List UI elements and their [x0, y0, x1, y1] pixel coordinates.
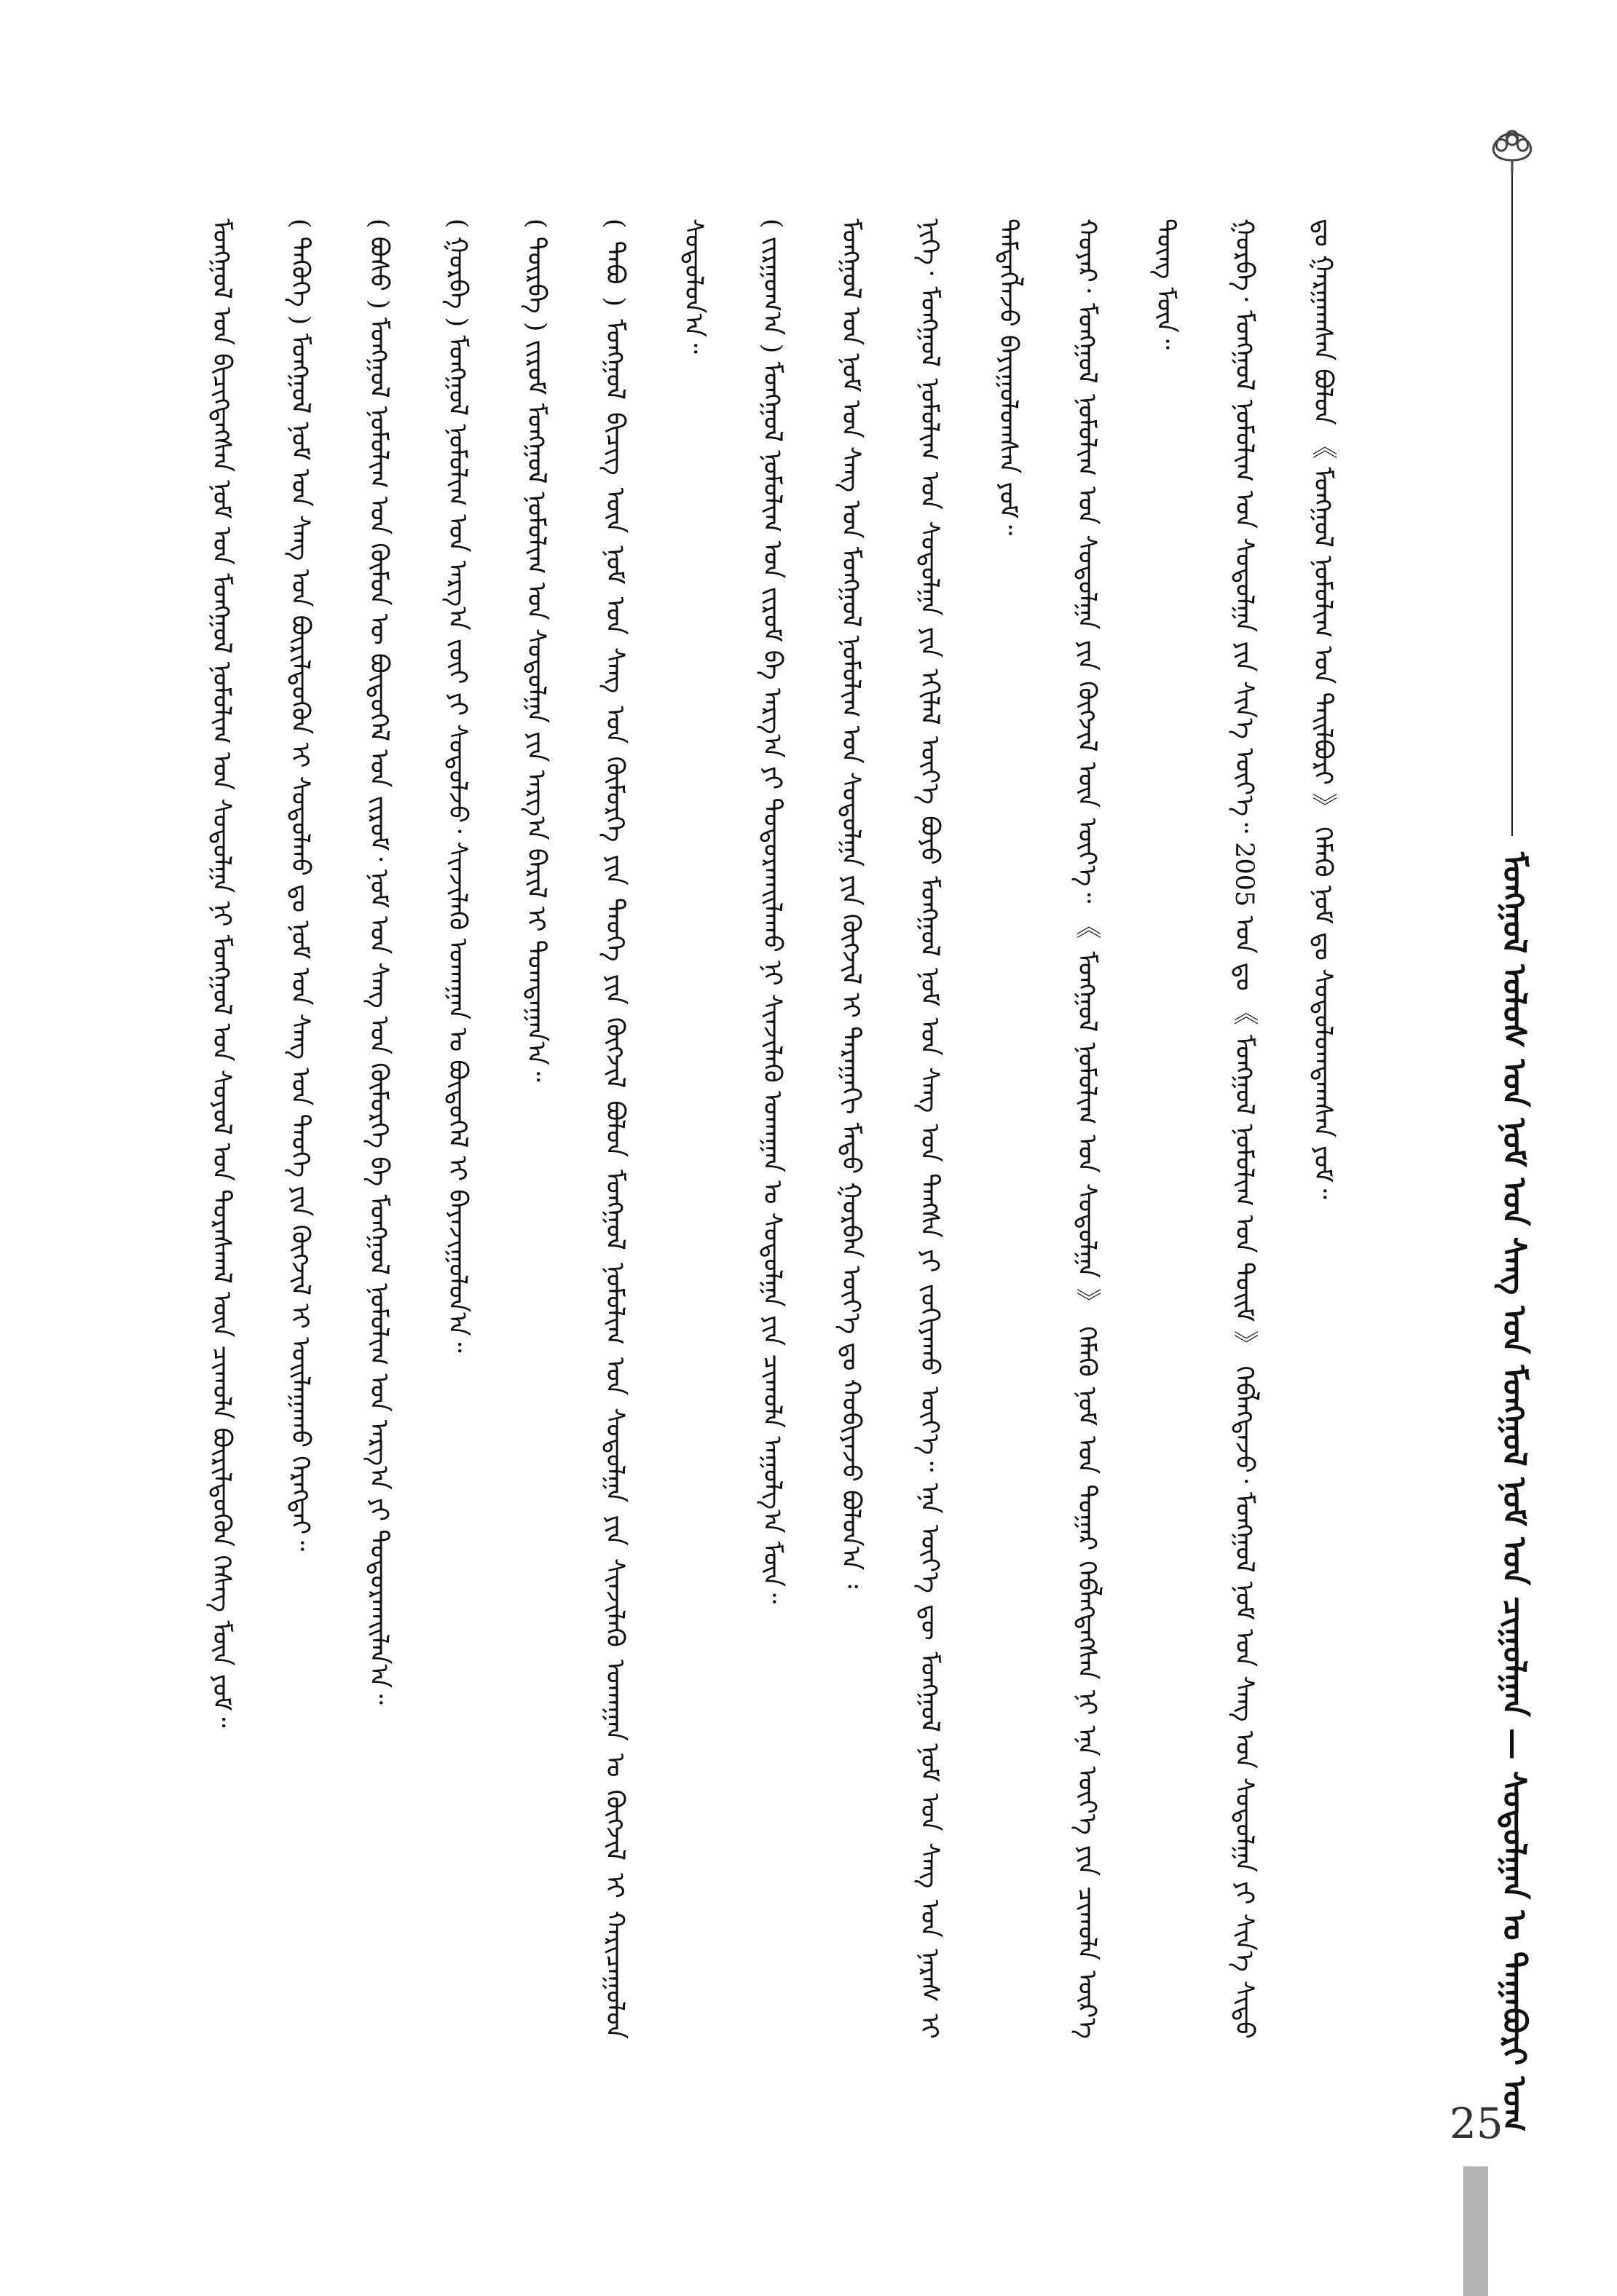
body-text	[182, 218, 1442, 2039]
paragraph: ( ᠲᠠᠪᠤ ) ᠮᠣᠩᠭᠣᠯ ᠪᠢᠴᠢᠭ ᠦᠨ ᠨᠣᠮ ᠤᠨ ᠰᠠᠩ ᠤᠨ ᠬᠥᠮᠦᠷᠭᠡ ᠶᠢᠨ ᠲᠡᠦᠬᠡ ᠶᠢᠨ ᠬᠥᠭᠵᠢᠯ ᠪᠣᠯᠤᠨ ᠮᠣᠩᠭᠣᠯ ᠨᠣᠮᠣᠯᠢᠭ ᠤᠨ ᠰᠤᠳᠤᠯᠭᠠ ᠶᠢᠨ ᠰᠢᠨᠵᠢᠯᠡᠬᠦ ᠤᠬᠠᠭᠠᠨ ᠤ ᠬᠥᠭᠵᠢᠯ ᠢ ᠬᠠᠷᠢᠴᠠᠭᠤᠯᠤᠨ ᠰᠤᠳᠤᠯᠤᠨ᠎ᠠ᠃	[600, 218, 708, 2039]
paragraph: ( ᠲᠡᠭᠦᠬᠡ ) ᠮᠣᠩᠭᠣᠯ ᠨᠣᠮ ᠤᠨ ᠰᠠᠩ ᠤᠨ ᠪᠦᠷᠢᠯᠳᠦᠬᠦᠨ ᠢ ᠰᠤᠳᠤᠯᠬᠤ ᠳᠤ ᠨᠣᠮ ᠤᠨ ᠰᠠᠩ ᠤᠨ ᠲᠡᠦᠬᠡ ᠶᠢᠨ ᠬᠥᠭᠵᠢᠯ ᠢ ᠣᠢᠯᠠᠭᠠᠬᠤ ᠬᠡᠷᠡᠭᠲᠡᠢ᠃	[286, 218, 315, 1552]
header-rule	[1511, 173, 1513, 836]
paragraph: ( ᠭᠤᠷᠪᠠ ) ᠮᠣᠩᠭᠣᠯ ᠨᠣᠮᠣᠯᠢᠭ ᠤᠨ ᠠᠷᠭ᠎ᠠ ᠵᠦᠢ ᠶᠢ ᠰᠤᠳᠤᠯᠵᠤ᠂ ᠰᠢᠨᠵᠢᠯᠡᠬᠦ ᠤᠬᠠᠭᠠᠨ ᠤ ᠪᠦᠲᠦᠭᠡᠯ ᠢ ᠪᠠᠶᠠᠵᠢᠭᠤᠯᠤᠨ᠎ᠠ᠃	[443, 218, 472, 1353]
page-tab-marker	[1463, 2166, 1488, 2296]
paragraph: ( ᠪᠤᠰᠤ ) ᠮᠣᠩᠭᠣᠯ ᠨᠣᠮᠣᠯᠢᠭ ᠤᠨ ᠬᠥᠮᠦᠨ ᠦ ᠪᠦᠲᠦᠭᠡᠯ ᠤᠨ ᠵᠢᠷᠤᠮ᠂ ᠨᠣᠮ ᠤᠨ ᠰᠠᠩ ᠤᠨ ᠬᠥᠮᠦᠷᠭᠡ ᠪᠠ ᠮᠣᠩᠭᠣᠯ ᠨᠣᠮᠣᠯᠢᠭ ᠤᠨ ᠠᠷᠭ᠎ᠠ ᠶᠢ ᠲᠣᠳᠣᠷᠬᠠᠢᠯᠠᠨ᠎ᠠ᠃	[364, 218, 393, 1705]
header-title: ᠮᠣᠩᠭᠣᠯ ᠤᠯᠤᠰ ᠤᠨ ᠨᠣᠮ ᠤᠨ ᠰᠠᠩ ᠤᠨ ᠮᠣᠩᠭᠣᠯ ᠨᠣᠮ ᠤᠨ ᠴᠢᠭᠤᠯᠭᠠᠨ — ᠰᠤᠳᠤᠯᠭᠠᠨ ᠤ ᠳᠠᠭᠠᠪᠤᠷᠢ ᠤᠭ	[1495, 852, 1533, 2132]
paragraph: ( ᠳᠥᠷᠪᠡ ) ᠵᠢᠷᠤᠮ ᠮᠣᠩᠭᠣᠯ ᠨᠣᠮᠣᠯᠢᠭ ᠤᠨ ᠰᠤᠳᠤᠯᠭᠠ ᠶᠢᠨ ᠠᠷᠭ᠎ᠠ ᠪᠠᠷᠢᠯ ᠢ ᠲᠣᠭᠲᠠᠭᠠᠨ᠎ᠠ᠃	[522, 218, 551, 1082]
paragraph: ( ᠵᠢᠷᠭᠤᠭ᠎ᠠ ) ᠮᠣᠩᠭᠣᠯ ᠨᠣᠮᠣᠯᠢᠭ ᠤᠨ ᠵᠢᠷᠤᠮ ᠪᠠ ᠠᠷᠭ᠎ᠠ ᠶᠢ ᠲᠣᠳᠣᠷᠬᠠᠢᠯᠠᠬᠤ ᠨᠢ ᠰᠢᠨᠵᠢᠯᠡᠬᠦ ᠤᠬᠠᠭᠠᠨ ᠤ ᠰᠤᠳᠤᠯᠭᠠ ᠶᠢᠨ ᠴᠢᠬᠤᠯᠠ ᠠᠭᠤᠯᠭ᠎ᠠ ᠮᠥᠨ᠃	[758, 218, 787, 1604]
paragraph: ᠬᠣᠶᠠᠷ᠂ ᠮᠣᠩᠭᠣᠯ ᠨᠣᠮᠣᠯᠢᠭ ᠤᠨ ᠰᠤᠳᠤᠯᠭᠠ ᠶᠢᠨ ᠬᠥᠭᠵᠢᠯ ᠦᠨ ᠦᠶ᠎ᠡ᠃ 《 ᠮᠣᠩᠭᠣᠯ ᠨᠣᠮᠣᠯᠢᠭ ᠤᠨ ᠰᠤᠳᠤᠯᠭᠠ 》 ᠬᠡᠮᠡᠬᠦ ᠨᠣᠮ ᠤᠨ ᠳᠤᠭᠠᠷ ᠬᠡᠪᠯᠡᠭᠳᠡᠭᠰᠡᠨ ᠨᠢ ᠡᠨᠡ ᠦᠶ᠎ᠡ ᠶᠢᠨ ᠴᠢᠬᠤᠯᠠ ᠦᠷ᠎ᠡ ᠳᠦᠩ ᠮᠥᠨ᠃	[1072, 218, 1180, 2039]
knot-ornament-icon	[1476, 124, 1549, 175]
paragraph: ᠨᠢᠭᠡ᠂ ᠮᠣᠩᠭᠣᠯ ᠨᠣᠮᠣᠯᠢᠭ ᠤᠨ ᠰᠤᠳᠤᠯᠭᠠ ᠶᠢᠨ ᠡᠬᠢᠯᠡᠯ ᠦᠶ᠎ᠡ ᠪᠤᠶᠤ ᠮᠣᠩᠭᠣᠯ ᠨᠣᠮ ᠤᠨ ᠰᠠᠩ ᠤᠨ ᠳᠠᠩᠰᠠ ᠶᠢ ᠵᠣᠬᠢᠶᠠᠬᠤ ᠦᠶ᠎ᠡ᠃ ᠡᠨᠡ ᠦᠶ᠎ᠡ ᠳᠦ ᠮᠣᠩᠭᠣᠯ ᠨᠣᠮ ᠤᠨ ᠰᠠᠩ ᠤᠨ ᠨᠡᠷᠡᠰ ᠢ ᠲᠡᠮᠳᠡᠭᠯᠡᠵᠦ ᠪᠠᠶᠢᠭᠤᠯᠤᠭᠰᠠᠨ ᠶᠤᠮ᠃	[915, 218, 1023, 2039]
paragraph: ᠮᠣᠩᠭᠣᠯ ᠤᠨ ᠪᠢᠴᠢᠭᠳᠡᠭᠰᠡᠨ ᠨᠣᠮ ᠤᠨ ᠮᠣᠩᠭᠣᠯ ᠨᠣᠮᠣᠯᠢᠭ ᠤᠨ ᠰᠤᠳᠤᠯᠭᠠ ᠨᠢ ᠮᠣᠩᠭᠣᠯ ᠤᠨ ᠰᠤᠶᠤᠯ ᠤᠨ ᠳᠤᠷᠠᠰᠬᠠᠯ ᠦᠨ ᠴᠢᠬᠤᠯᠠ ᠪᠦᠷᠢᠯᠳᠦᠬᠦᠨ ᠬᠡᠰᠡᠭ ᠮᠥᠨ ᠶᠤᠮ᠃	[207, 218, 236, 1728]
paragraph: ᠭᠤᠷᠪᠠ᠂ ᠮᠣᠩᠭᠣᠯ ᠨᠣᠮᠣᠯᠢᠭ ᠤᠨ ᠰᠤᠳᠤᠯᠭᠠ ᠶᠢᠨ ᠰᠢᠨ᠎ᠡ ᠦᠶ᠎ᠡ᠃ 2005 ᠣᠨ ᠳᠤ 《 ᠮᠣᠩᠭᠣᠯ ᠨᠣᠮᠣᠯᠢᠭ ᠤᠨ ᠲᠣᠢᠮ 》 ᠬᠡᠪᠯᠡᠭᠳᠡᠵᠦ᠂ ᠮᠣᠩᠭᠣᠯ ᠨᠣᠮ ᠤᠨ ᠰᠠᠩ ᠤᠨ ᠰᠤᠳᠤᠯᠭᠠ ᠶᠢ ᠰᠢᠨ᠎ᠡ ᠰᠢᠲᠤ ᠳᠤ ᠭᠠᠷᠭᠠᠭᠰᠠᠨ ᠪᠤᠯᠤᠨ 《 ᠮᠣᠩᠭᠣᠯ ᠨᠣᠮᠣᠯᠢᠭ ᠤᠨ ᠲᠠᠢᠯᠪᠤᠷᠢ 》 ᠬᠡᠮᠡᠬᠦ ᠨᠣᠮ ᠳᠤ ᠰᠤᠳᠤᠯᠤᠭᠳᠠᠭᠰᠠᠨ ᠶᠤᠮ᠃	[1230, 218, 1337, 2039]
running-header	[1471, 124, 1559, 2132]
page-number: 25	[1449, 2099, 1503, 2148]
paragraph: ᠮᠣᠩᠭᠣᠯ ᠤᠨ ᠨᠣᠮ ᠤᠨ ᠰᠠᠩ ᠤᠨ ᠮᠣᠩᠭᠣᠯ ᠨᠣᠮᠣᠯᠢᠭ ᠤᠨ ᠰᠤᠳᠤᠯᠭᠠ ᠶᠢᠨ ᠬᠥᠭᠵᠢᠯ ᠢ ᠳᠠᠷᠠᠭᠠᠬᠢ ᠮᠡᠲᠦ ᠭᠤᠷᠪᠠᠨ ᠦᠶ᠎ᠡ ᠳᠤ ᠬᠤᠪᠢᠶᠠᠵᠤ ᠪᠣᠯᠤᠨ᠎ᠠ ᠄	[836, 218, 865, 1589]
